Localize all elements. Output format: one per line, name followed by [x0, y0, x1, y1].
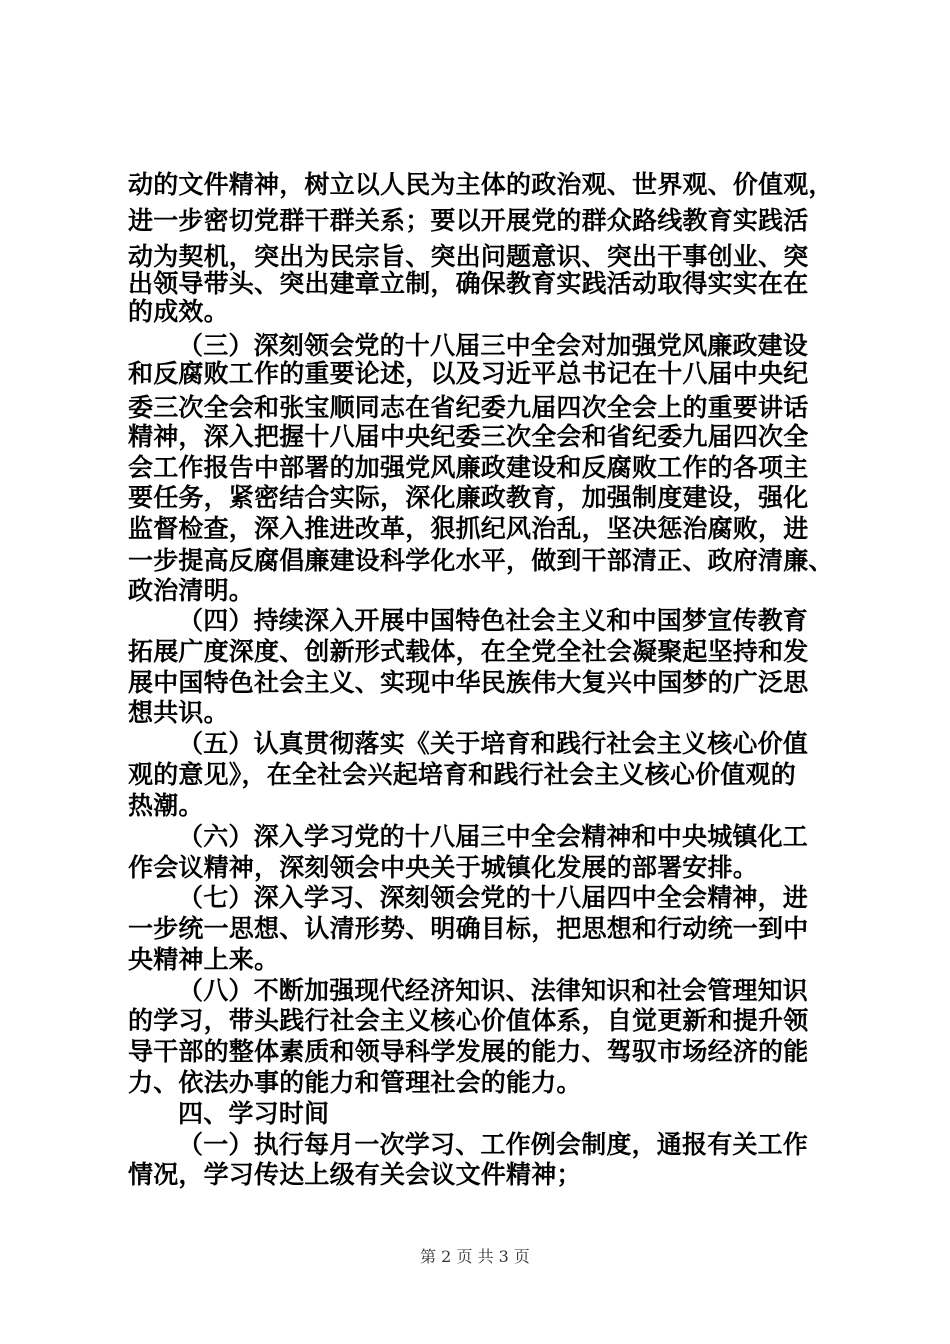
text-line: 想共识。 — [128, 698, 229, 727]
text-line: 进一步密切党群干群关系；要以开展党的群众路线教育实践活 — [128, 206, 809, 235]
text-line: 展中国特色社会主义、实现中华民族伟大复兴中国梦的广泛思 — [128, 668, 809, 697]
text-line: 一步统一思想、认清形势、明确目标，把思想和行动统一到中 — [128, 914, 809, 943]
text-line: 情况，学习传达上级有关会议文件精神； — [128, 1160, 582, 1189]
text-line: 的学习，带头践行社会主义核心价值体系，自觉更新和提升领 — [128, 1006, 809, 1035]
text-line: 作会议精神，深刻领会中央关于城镇化发展的部署安排。 — [128, 853, 759, 882]
text-line: 精神，深入把握十八届中央纪委三次全会和省纪委九届四次全 — [128, 422, 809, 451]
text-line: 动为契机，突出为民宗旨、突出问题意识、突出干事创业、突 — [128, 242, 809, 271]
paragraph-start: （三）深刻领会党的十八届三中全会对加强党风廉政建设 — [178, 331, 809, 360]
text-line: 导干部的整体素质和领导科学发展的能力、驾驭市场经济的能 — [128, 1037, 809, 1066]
text-line: 一步提高反腐倡廉建设科学化水平，做到干部清正、政府清廉、 — [128, 546, 834, 575]
section-heading: 四、学习时间 — [178, 1099, 330, 1128]
paragraph-start: （一）执行每月一次学习、工作例会制度，通报有关工作 — [178, 1130, 809, 1159]
paragraph-start: （七）深入学习、深刻领会党的十八届四中全会精神，进 — [178, 883, 809, 912]
text-line: 观的意见》，在全社会兴起培育和践行社会主义核心价值观的 — [128, 760, 796, 789]
text-line: 会工作报告中部署的加强党风廉政建设和反腐败工作的各项主 — [128, 453, 809, 482]
paragraph-start: （四）持续深入开展中国特色社会主义和中国梦宣传教育 — [178, 606, 809, 635]
text-line: 力、依法办事的能力和管理社会的能力。 — [128, 1068, 582, 1097]
text-line: 热潮。 — [128, 791, 204, 820]
text-line: 出领导带头、突出建章立制，确保教育实践活动取得实实在在 — [128, 269, 809, 298]
paragraph-start: （五）认真贯彻落实《关于培育和践行社会主义核心价值 — [178, 729, 809, 758]
text-line: 和反腐败工作的重要论述，以及习近平总书记在十八届中央纪 — [128, 359, 809, 388]
text-line: 政治清明。 — [128, 576, 255, 605]
text-line: 监督检查，深入推进改革，狠抓纪风治乱，坚决惩治腐败，进 — [128, 514, 809, 543]
page-footer: 第 2 页 共 3 页 — [420, 1247, 530, 1266]
paragraph-start: （六）深入学习党的十八届三中全会精神和中央城镇化工 — [178, 822, 809, 851]
text-line: 要任务，紧密结合实际，深化廉政教育，加强制度建设，强化 — [128, 483, 809, 512]
text-line: 动的文件精神，树立以人民为主体的政治观、世界观、价值观， — [128, 170, 834, 199]
paragraph-start: （八）不断加强现代经济知识、法律知识和社会管理知识 — [178, 976, 809, 1005]
text-line: 委三次全会和张宝顺同志在省纪委九届四次全会上的重要讲话 — [128, 393, 809, 422]
text-line: 拓展广度深度、创新形式载体，在全党全社会凝聚起坚持和发 — [128, 637, 809, 666]
text-line: 央精神上来。 — [128, 945, 280, 974]
text-line: 的成效。 — [128, 297, 229, 326]
